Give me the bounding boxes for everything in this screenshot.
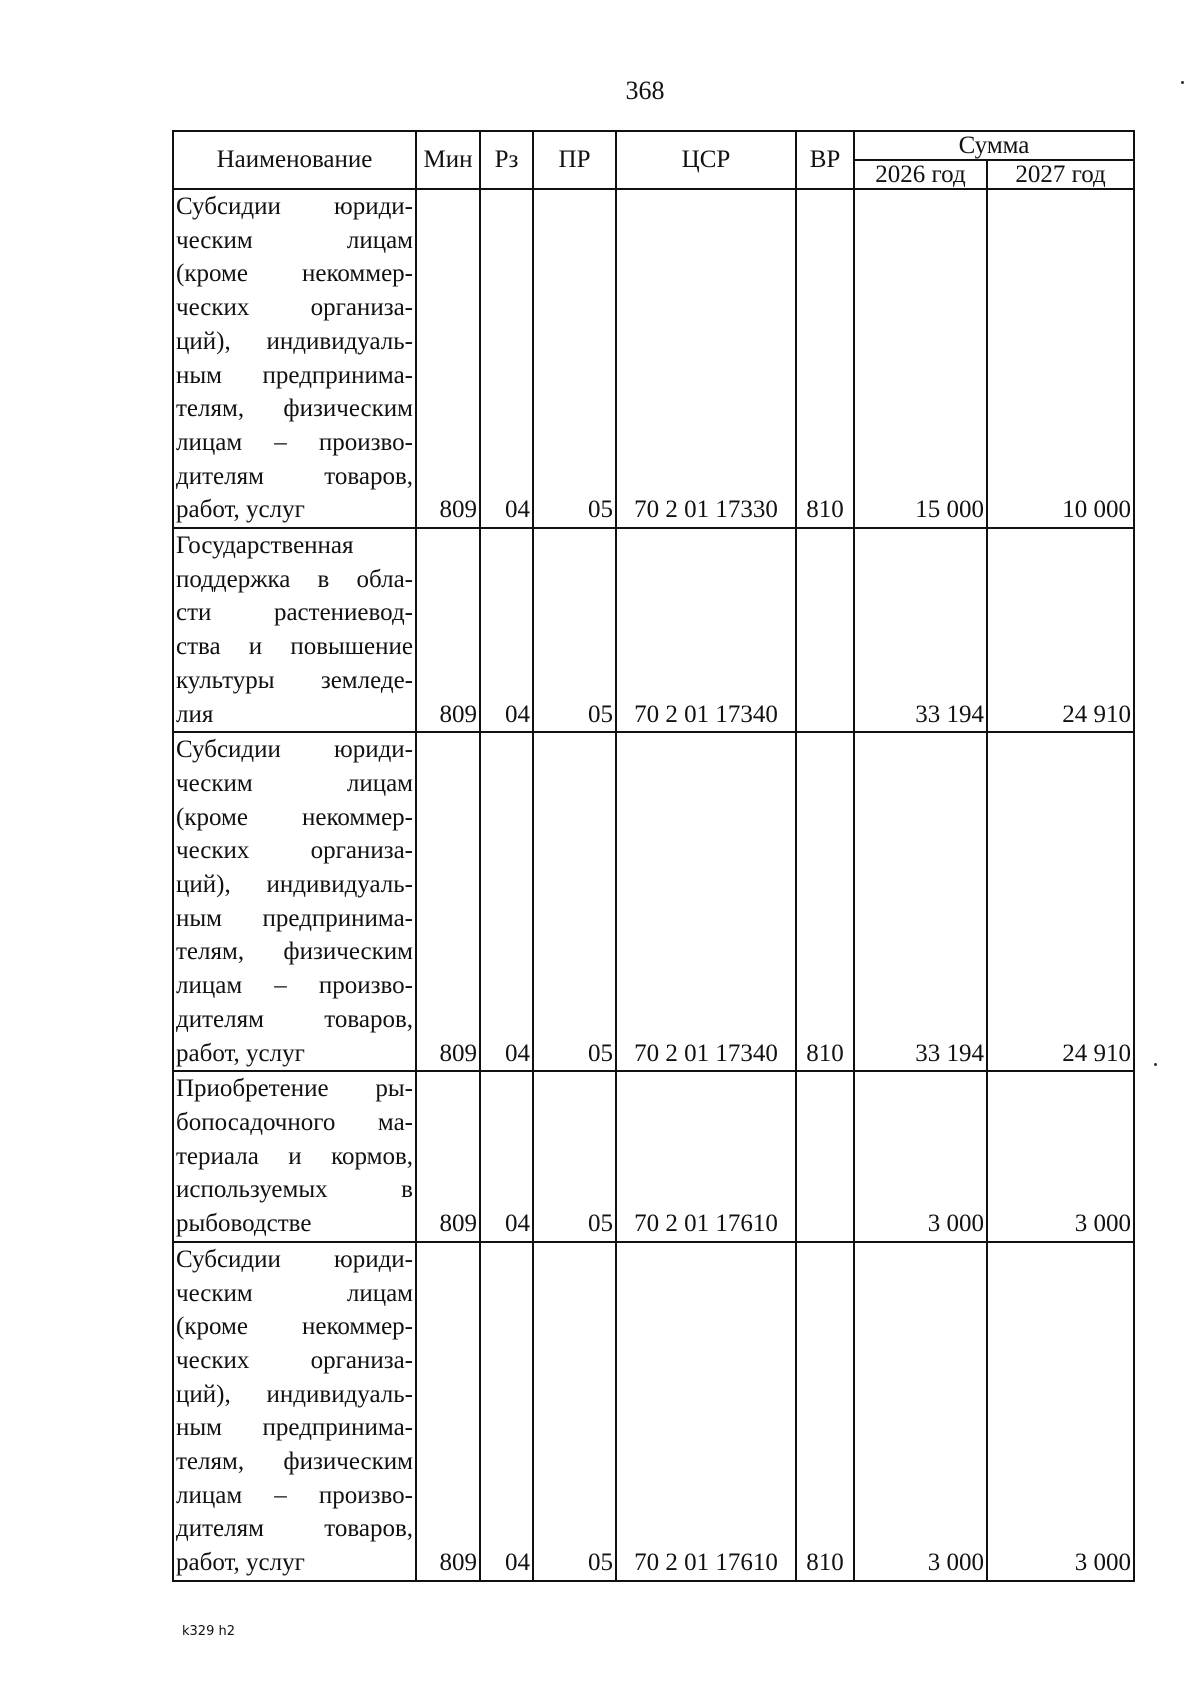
row-name-line: культуры земледе- bbox=[176, 666, 413, 694]
row-name-line: ций), индивидуаль- bbox=[176, 871, 413, 899]
row-pr: 05 bbox=[533, 528, 616, 732]
header-year-2026: 2026 год bbox=[854, 160, 987, 189]
header-pr: ПР bbox=[533, 131, 616, 189]
row-name-line: ческих организа- bbox=[176, 837, 413, 865]
row-name-line: используемых в bbox=[176, 1176, 413, 1204]
row-pr: 05 bbox=[533, 1071, 616, 1242]
row-min: 809 bbox=[416, 528, 480, 732]
row-name-line: ческих организа- bbox=[176, 1346, 413, 1374]
header-sum: Сумма bbox=[854, 131, 1134, 160]
row-sum-2026: 33 194 bbox=[854, 528, 987, 732]
row-name-line: ций), индивидуаль- bbox=[176, 327, 413, 355]
row-name-line: ций), индивидуаль- bbox=[176, 1380, 413, 1408]
document-code: k329 h2 bbox=[182, 1624, 235, 1639]
row-name-line: работ, услуг bbox=[176, 496, 305, 524]
row-pr: 05 bbox=[533, 732, 616, 1071]
header-min: Мин bbox=[416, 131, 480, 189]
row-name-line: ческих организа- bbox=[176, 294, 413, 322]
row-sum-2026: 3 000 bbox=[854, 1242, 987, 1581]
table-row bbox=[173, 1242, 1134, 1581]
row-vr bbox=[796, 528, 854, 732]
row-name-line: работ, услуг bbox=[176, 1039, 305, 1067]
table-row bbox=[173, 732, 1134, 1071]
row-rz: 04 bbox=[480, 1071, 533, 1242]
header-csr: ЦСР bbox=[616, 131, 796, 189]
row-sum-2026: 33 194 bbox=[854, 732, 987, 1071]
row-csr: 70 2 01 17340 bbox=[616, 732, 796, 1071]
row-sum-2027: 24 910 bbox=[987, 732, 1134, 1071]
row-sum-2027: 3 000 bbox=[987, 1242, 1134, 1581]
row-rz: 04 bbox=[480, 1242, 533, 1581]
row-name-line: поддержка в обла- bbox=[176, 565, 413, 593]
row-name bbox=[173, 1242, 416, 1581]
row-name-line: телям, физическим bbox=[176, 1448, 413, 1476]
row-name-line: ства и повышение bbox=[176, 633, 413, 661]
row-sum-2027: 24 910 bbox=[987, 528, 1134, 732]
row-vr: 810 bbox=[796, 189, 854, 528]
row-name-line: лицам – произво- bbox=[176, 972, 413, 1000]
row-sum-2027: 3 000 bbox=[987, 1071, 1134, 1242]
header-name: Наименование bbox=[173, 131, 416, 189]
row-name-line: сти растениевод- bbox=[176, 599, 413, 627]
row-pr: 05 bbox=[533, 1242, 616, 1581]
row-name-line: дителям товаров, bbox=[176, 1005, 413, 1033]
row-name-line: ным предпринима- bbox=[176, 1414, 413, 1442]
table-body bbox=[173, 189, 1134, 1581]
row-sum-2026: 3 000 bbox=[854, 1071, 987, 1242]
table-row bbox=[173, 1071, 1134, 1242]
row-name-line: ным предпринима- bbox=[176, 904, 413, 932]
row-rz: 04 bbox=[480, 528, 533, 732]
header-rz: Рз bbox=[480, 131, 533, 189]
page-number: 368 bbox=[625, 76, 665, 105]
row-name bbox=[173, 732, 416, 1071]
row-name-line: Субсидии юриди- bbox=[176, 736, 413, 764]
row-min: 809 bbox=[416, 732, 480, 1071]
row-name-line: (кроме некоммер- bbox=[176, 260, 413, 288]
row-name-line: лицам – произво- bbox=[176, 428, 413, 456]
row-name-line: ческим лицам bbox=[176, 1279, 413, 1307]
row-min: 809 bbox=[416, 1242, 480, 1581]
row-name-line: (кроме некоммер- bbox=[176, 1313, 413, 1341]
row-csr: 70 2 01 17330 bbox=[616, 189, 796, 528]
row-vr bbox=[796, 1071, 854, 1242]
row-name-line: Субсидии юриди- bbox=[176, 1245, 413, 1273]
row-sum-2026: 15 000 bbox=[854, 189, 987, 528]
row-name-line: (кроме некоммер- bbox=[176, 803, 413, 831]
row-name-line: телям, физическим bbox=[176, 395, 413, 423]
row-name-line: лицам – произво- bbox=[176, 1481, 413, 1509]
table-row bbox=[173, 189, 1134, 528]
scan-speck bbox=[1154, 1063, 1157, 1066]
row-vr: 810 bbox=[796, 1242, 854, 1581]
row-name-line: бопосадочного ма- bbox=[176, 1108, 413, 1136]
row-name bbox=[173, 1071, 416, 1242]
row-name-line: териала и кормов, bbox=[176, 1142, 413, 1170]
row-name-line: дителям товаров, bbox=[176, 1515, 413, 1543]
row-name-line: лия bbox=[176, 700, 214, 728]
row-rz: 04 bbox=[480, 732, 533, 1071]
row-name-line: ческим лицам bbox=[176, 769, 413, 797]
row-name-line: Государственная bbox=[176, 532, 354, 560]
row-csr: 70 2 01 17610 bbox=[616, 1071, 796, 1242]
row-name-line: Субсидии юриди- bbox=[176, 193, 413, 220]
row-name-line: Приобретение ры- bbox=[176, 1075, 413, 1103]
row-min: 809 bbox=[416, 189, 480, 528]
row-csr: 70 2 01 17340 bbox=[616, 528, 796, 732]
budget-table bbox=[172, 130, 1135, 1582]
row-name bbox=[173, 528, 416, 732]
header-vr: ВР bbox=[796, 131, 854, 189]
row-min: 809 bbox=[416, 1071, 480, 1242]
row-csr: 70 2 01 17610 bbox=[616, 1242, 796, 1581]
row-sum-2027: 10 000 bbox=[987, 189, 1134, 528]
row-name-line: работ, услуг bbox=[176, 1549, 305, 1577]
row-vr: 810 bbox=[796, 732, 854, 1071]
row-name-line: ным предпринима- bbox=[176, 361, 413, 389]
row-name-line: телям, физическим bbox=[176, 938, 413, 966]
row-name-line: дителям товаров, bbox=[176, 462, 413, 490]
row-rz: 04 bbox=[480, 189, 533, 528]
row-name-line: ческим лицам bbox=[176, 226, 413, 254]
table-row bbox=[173, 528, 1134, 732]
scan-speck bbox=[1181, 81, 1184, 84]
row-pr: 05 bbox=[533, 189, 616, 528]
header-year-2027: 2027 год bbox=[987, 160, 1134, 189]
row-name-line: рыбоводстве bbox=[176, 1210, 312, 1238]
row-name bbox=[173, 189, 416, 528]
